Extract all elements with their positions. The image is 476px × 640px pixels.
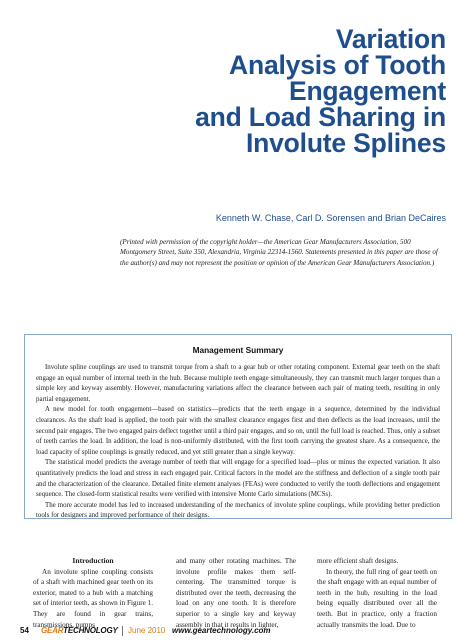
body-column-2: [176, 556, 296, 630]
magazine-logo-gear: GEAR: [41, 626, 64, 635]
summary-paragraph: Involute spline couplings are used to transmit torque from a shaft to a gear hub or other rotating component. External gear teeth on the shaft engage an equal number of internal teeth in the hub. Because multiple teeth engage simultaneously, they can transmit much larger torques than a simple key and keyway assembly. However, manufacturing variations affect the clearance between each pair of mating teeth, resulting in only partial engagement.: [36, 364, 440, 403]
section-heading: Introduction: [72, 556, 114, 565]
title-line: Involute Splines: [245, 128, 446, 158]
body-paragraph: more efficient shaft designs.: [317, 557, 399, 565]
title-line: Analysis of Tooth: [229, 50, 446, 80]
body-paragraph: and many other rotating machines. The involute profile makes them self-centering. The transmitted torque is distributed over the teeth, decreasing the load on any one tooth. It is therefore superior to a single key and keyway assembly in that it results in lighter,: [176, 557, 296, 629]
issue-date: June 2010: [128, 626, 166, 635]
title-line: Variation: [335, 24, 446, 54]
footer-divider: [122, 626, 123, 636]
body-paragraph: An involute spline coupling consists of a shaft with machined gear teeth on its exterior, mated to a hub with a matching set of interior teeth, as shown in Figure 1. They are found in gear trains, transmissions, pumps: [33, 567, 153, 629]
summary-text: [36, 363, 440, 522]
article-authors: Kenneth W. Chase, Carl D. Sorensen and Brian DeCaires: [215, 213, 446, 223]
title-line: Engagement: [288, 76, 446, 106]
summary-paragraph: The more accurate model has led to increased understanding of the mechanics of involute spline couplings, while providing better prediction tools for designers and improved performance of their designs.: [36, 501, 440, 520]
body-column-1: [33, 556, 153, 630]
page-number: 54: [20, 626, 29, 635]
permission-note: (Printed with permission of the copyright holder—the American Gear Manufacturers Association, 500 Montgomery Street, Suite 350, Alexandria, Virginia 22314-1560. Statements presented in this paper are those of the author(s) and may not represent the position or opinion of the American Gear Manufacturers Association.): [120, 238, 438, 267]
article-title: [46, 26, 446, 156]
title-line: and Load Sharing in: [195, 102, 446, 132]
magazine-logo: [41, 626, 118, 636]
page-footer: [20, 626, 460, 636]
body-paragraph: In theory, the full ring of gear teeth on the shaft engage with an equal number of teeth in the hub, resulting in the load being equally distributed over all the teeth. But in practice, only a fraction actually transmits the load. Due to: [317, 567, 437, 629]
summary-paragraph: A new model for tooth engagement—based on statistics—predicts that the teeth engage in a sequence, determined by the individual clearances. As the shaft load is applied, the tooth pair with the smallest clearance engages first and then deflects as the load increases, until the second pair engages. The two engaged pairs deflect together until a third pair engages, and so on, until the full load is reached. Thus, only a subset of teeth carries the load. In addition, the load is non-uniformly distributed, with the first tooth carrying the greatest share. As a consequence, the load capacity of spline couplings is greatly reduced, and yet still greater than a single keyway.: [36, 406, 440, 456]
summary-paragraph: The statistical model predicts the average number of teeth that will engage for a specified load—plus or minus the expected variation. It also quantitatively predicts the load and stress in each engaged pair. Critical factors in the model are the stiffness and deflection of a single tooth pair and the characterization of the clearance. Detailed finite element analyses (FEAs) were conducted to verify the tooth deflections and engagement sequence. The closed-form statistical results were verified with intensive Monte Carlo simulations (MCSs).: [36, 459, 440, 499]
summary-heading: Management Summary: [192, 345, 284, 355]
magazine-logo-rest: TECHNOLOGY: [63, 626, 118, 635]
website-link[interactable]: www.geartechnology.com: [172, 626, 271, 635]
body-column-3: [317, 556, 437, 630]
